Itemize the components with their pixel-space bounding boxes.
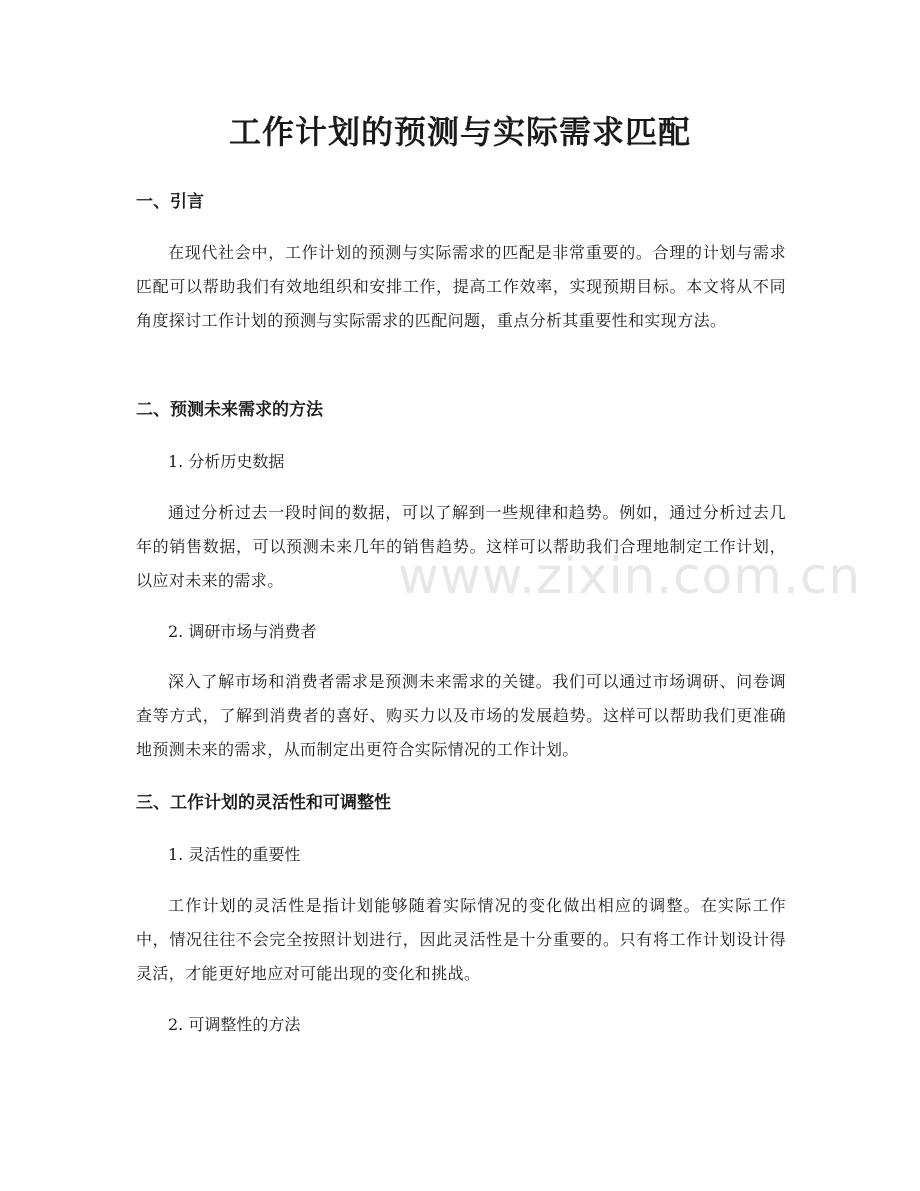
section-paragraph-introduction: 在现代社会中，工作计划的预测与实际需求的匹配是非常重要的。合理的计划与需求匹配可以帮助我们有效地组织和安排工作，提高工作效率，实现预期目标。本文将从不同角度探讨工作计划的预测与实际需求的匹配问题，重点分析其重要性和实现方法。 (136, 243, 786, 330)
subheading-flexibility-importance: 1. 灵活性的重要性 (168, 845, 301, 864)
paragraph-market-research: 深入了解市场和消费者需求是预测未来需求的关键。我们可以通过市场调研、问卷调查等方式，了解到消费者的喜好、购买力以及市场的发展趋势。这样可以帮助我们更准确地预测未来的需求，从而制定出更符合实际情况的工作计划。 (136, 672, 786, 759)
document-title: 工作计划的预测与实际需求匹配 (228, 113, 691, 151)
section-heading-introduction: 一、引言 (136, 192, 204, 212)
paragraph-historical-data: 通过分析过去一段时间的数据，可以了解到一些规律和趋势。例如，通过分析过去几年的销售数据，可以预测未来几年的销售趋势。这样可以帮助我们合理地制定工作计划，以应对未来的需求。 (136, 503, 786, 590)
subheading-market-research: 2. 调研市场与消费者 (168, 622, 317, 641)
subheading-adjustability-methods: 2. 可调整性的方法 (168, 1015, 301, 1034)
section-heading-forecast-methods: 二、预测未来需求的方法 (136, 400, 323, 420)
watermark: www.zixin.com.cn (398, 547, 862, 605)
subheading-historical-data: 1. 分析历史数据 (168, 452, 285, 471)
section-heading-flexibility: 三、工作计划的灵活性和可调整性 (136, 793, 391, 813)
paragraph-flexibility-importance: 工作计划的灵活性是指计划能够随着实际情况的变化做出相应的调整。在实际工作中，情况往往不会完全按照计划进行，因此灵活性是十分重要的。只有将工作计划设计得灵活，才能更好地应对可能出现的变化和挑战。 (136, 896, 786, 983)
